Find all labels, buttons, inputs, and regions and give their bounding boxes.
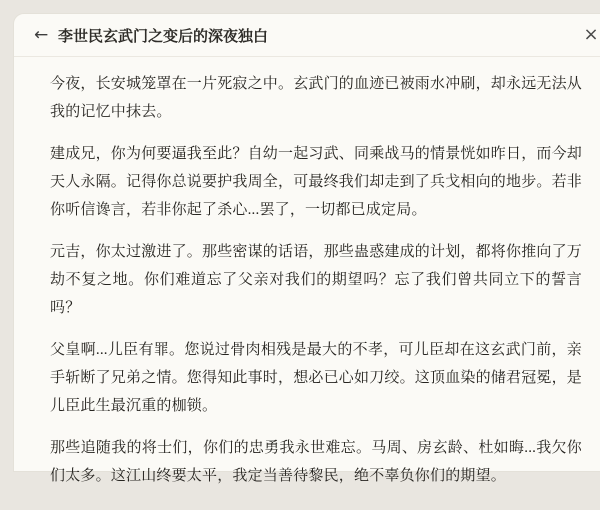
paragraph: 那些追随我的将士们，你们的忠勇我永世难忘。马周、房玄龄、杜如晦...我欠你们太多。这江山终要太平，我定当善待黎民，绝不辜负你们的期望。: [50, 434, 582, 490]
paragraph: 父皇啊...儿臣有罪。您说过骨肉相残是最大的不孝，可儿臣却在这玄武门前，亲手斩断了兄弟之情。您得知此事时，想必已心如刀绞。这顶血染的储君冠冕，是儿臣此生最沉重的枷锁。: [50, 336, 582, 420]
paragraph: 建成兄，你为何要逼我至此？自幼一起习武、同乘战马的情景恍如昨日，而今却天人永隔。记得你总说要护我周全，可最终我们却走到了兵戈相向的地步。若非你听信谗言，若非你起了杀心...罢了，一切都已成定局。: [50, 140, 582, 224]
back-icon[interactable]: ←: [34, 23, 58, 47]
paragraph: 今夜，长安城笼罩在一片死寂之中。玄武门的血迹已被雨水冲刷，却永远无法从我的记忆中抹去。: [50, 70, 582, 126]
document-body: [14, 57, 600, 510]
reading-panel: [13, 13, 600, 472]
close-icon[interactable]: ×: [581, 23, 600, 47]
panel-header: [14, 14, 600, 57]
page-title: 李世民玄武门之变后的深夜独白: [58, 25, 268, 46]
paragraph: 元吉，你太过激进了。那些密谋的话语，那些蛊惑建成的计划，都将你推向了万劫不复之地。你们难道忘了父亲对我们的期望吗？忘了我们曾共同立下的誓言吗？: [50, 238, 582, 322]
